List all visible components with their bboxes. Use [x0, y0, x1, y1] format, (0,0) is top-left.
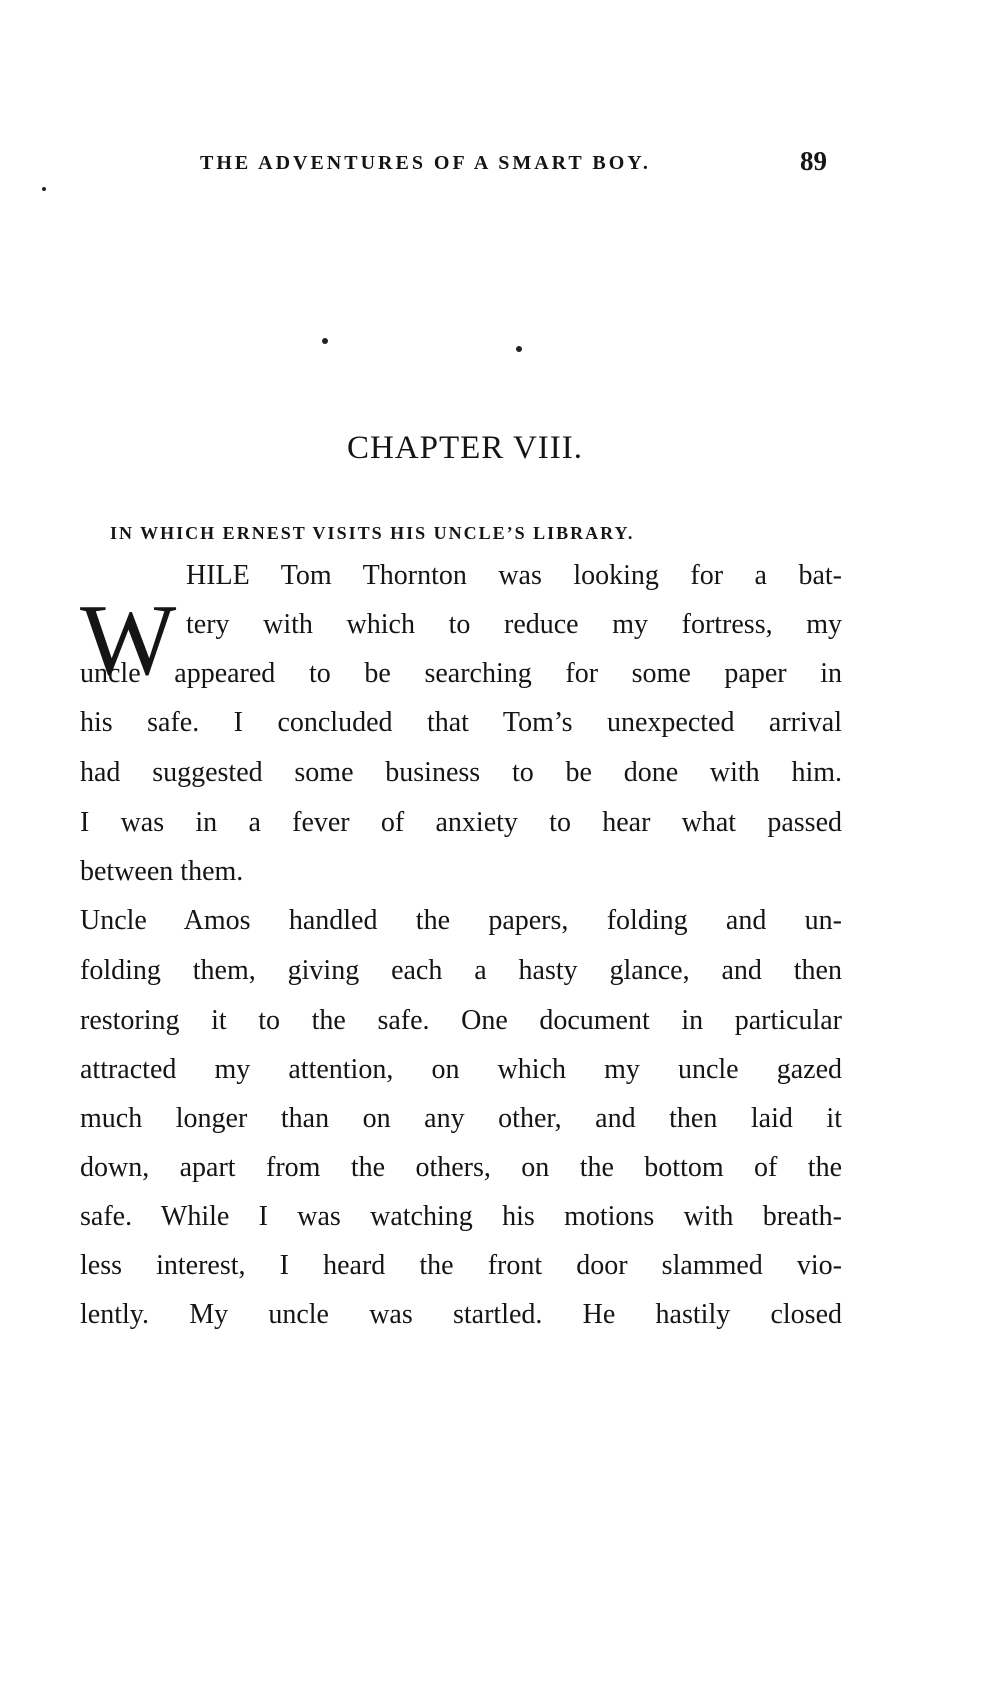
text-line: tery with which to reduce my fortress, my — [186, 609, 842, 640]
running-head: THE ADVENTURES OF A SMART BOY. — [200, 152, 651, 174]
ink-speck — [322, 338, 328, 344]
text-line: his safe. I concluded that Tom’s unexpected arrival — [80, 707, 842, 738]
text-line: uncle appeared to be searching for some paper in — [80, 658, 842, 689]
text-line: attracted my attention, on which my uncle gazed — [80, 1054, 842, 1085]
text-line: HILE Tom Thornton was looking for a bat- — [186, 560, 842, 591]
text-line: lently. My uncle was startled. He hastily closed — [80, 1299, 842, 1330]
page-number: 89 — [800, 146, 827, 176]
text-line: safe. While I was watching his motions with breath- — [80, 1201, 842, 1232]
chapter-subtitle: IN WHICH ERNEST VISITS HIS UNCLE’S LIBRARY. — [110, 523, 635, 543]
ink-speck — [516, 346, 522, 352]
text-line: down, apart from the others, on the bottom of the — [80, 1152, 842, 1183]
chapter-title: CHAPTER VIII. — [346, 430, 584, 466]
text-line: much longer than on any other, and then laid it — [80, 1103, 842, 1134]
text-line: Uncle Amos handled the papers, folding and un- — [80, 905, 842, 936]
text-line: less interest, I heard the front door slammed vio- — [80, 1250, 842, 1281]
text-line: between them. — [80, 856, 244, 887]
text-line: folding them, giving each a hasty glance, and then — [80, 955, 842, 986]
drop-cap: W — [80, 584, 177, 697]
text-line: I was in a fever of anxiety to hear what passed — [80, 807, 842, 838]
ink-speck — [42, 187, 46, 191]
text-line: restoring it to the safe. One document in particular — [80, 1005, 842, 1036]
text-line: had suggested some business to be done with him. — [80, 757, 842, 788]
